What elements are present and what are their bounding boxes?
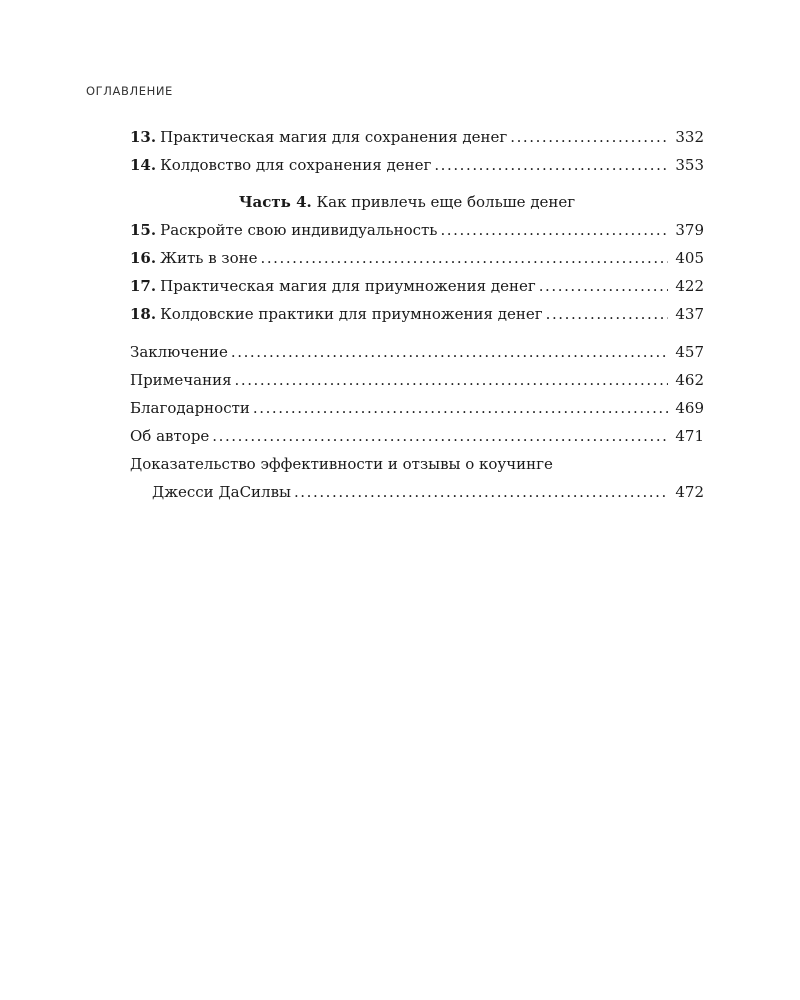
part-title: Как привлечь еще больше денег — [316, 193, 576, 211]
dot-leader — [294, 478, 668, 506]
entry-title: Примечания — [130, 371, 232, 389]
toc-entry-15[interactable] — [130, 216, 704, 244]
toc-entry-notes[interactable] — [130, 366, 704, 394]
toc-entry-17[interactable] — [130, 272, 704, 300]
part-heading — [130, 188, 704, 216]
chapter-title: Практическая магия для приумножения денег — [160, 277, 536, 295]
dot-leader — [212, 422, 668, 450]
page-number: 379 — [675, 221, 704, 239]
toc-entry-about-author[interactable] — [130, 422, 704, 450]
entry-title: Об авторе — [130, 427, 210, 445]
page-number: 469 — [675, 399, 704, 417]
entry-title-line-2: Джесси ДаСилвы — [152, 483, 291, 501]
page-number: 332 — [675, 128, 704, 146]
running-head: ОГЛАВЛЕНИЕ — [86, 84, 173, 98]
dot-leader — [546, 300, 668, 328]
chapter-title: Практическая магия для сохранения денег — [160, 128, 508, 146]
entry-title-line-1: Доказательство эффективности и отзывы о коучинге — [130, 455, 553, 473]
entry-title: Благодарности — [130, 399, 250, 417]
toc-entry-conclusion[interactable] — [130, 338, 704, 366]
dot-leader — [434, 151, 668, 179]
chapter-title: Жить в зоне — [160, 249, 258, 267]
page-number: 405 — [675, 249, 704, 267]
toc-entry-acknowledgements[interactable] — [130, 394, 704, 422]
page-number: 437 — [675, 305, 704, 323]
chapter-number: 13. — [130, 128, 157, 146]
chapter-number: 17. — [130, 277, 157, 295]
dot-leader — [440, 216, 668, 244]
chapter-number: 18. — [130, 305, 157, 323]
chapter-title: Колдовство для сохранения денег — [160, 156, 432, 174]
chapter-number: 15. — [130, 221, 157, 239]
dot-leader — [510, 123, 668, 151]
toc-entry-14[interactable] — [130, 151, 704, 179]
dot-leader — [235, 366, 668, 394]
dot-leader — [261, 244, 669, 272]
page-number: 471 — [675, 427, 704, 445]
page-number: 457 — [675, 343, 704, 361]
toc-entry-13[interactable] — [130, 123, 704, 151]
toc-entry-18[interactable] — [130, 300, 704, 328]
dot-leader — [253, 394, 668, 422]
chapter-number: 16. — [130, 249, 157, 267]
page-number: 462 — [675, 371, 704, 389]
toc-entry-16[interactable] — [130, 244, 704, 272]
section-gap — [130, 328, 704, 338]
page-number: 422 — [675, 277, 704, 295]
toc-entry-testimonials[interactable] — [130, 450, 704, 506]
entry-title: Заключение — [130, 343, 228, 361]
chapter-number: 14. — [130, 156, 157, 174]
part-label: Часть 4. — [238, 193, 312, 211]
dot-leader — [231, 338, 668, 366]
chapter-title: Колдовские практики для приумножения денег — [160, 305, 543, 323]
page-number: 472 — [675, 483, 704, 501]
dot-leader — [539, 272, 668, 300]
table-of-contents — [130, 123, 704, 506]
chapter-title: Раскройте свою индивидуальность — [160, 221, 438, 239]
entry-continuation — [130, 478, 704, 506]
page-number: 353 — [675, 156, 704, 174]
